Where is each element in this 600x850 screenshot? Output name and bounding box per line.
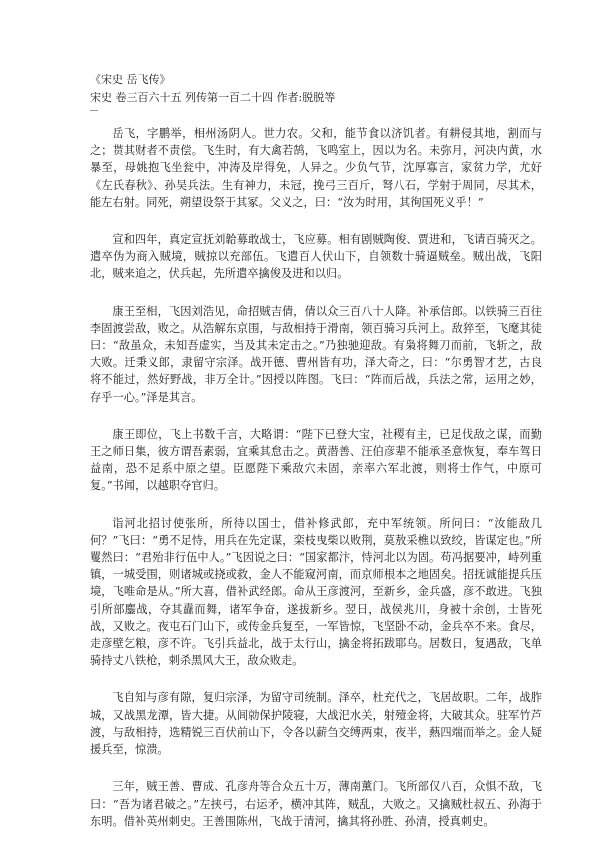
document-meta: 宋史 卷三百六十五 列传第一百二十四 作者:脱脱等: [90, 91, 336, 104]
paragraph: 宣和四年，真定宣抚刘韐募敢战士，飞应募。相有剧贼陶俊、贾进和，飞请百骑灭之。遣卒伪为商入贼境，贼掠以充部伍。飞遣百人伏山下，自领数十骑逼贼垒。贼出战，飞阳北，贼来追之，伏兵起，先所遣卒擒俊及进和以归。: [90, 233, 542, 281]
paragraph: 飞自知与彦有隙，复归宗泽，为留守司统制。泽卒，杜充代之，飞居故职。二年，战胙城，又战黑龙潭，皆大捷。从闾勍保护陵寝，大战汜水关，射殪金将，大破其众。驻军竹芦渡，与敌相持，选精锐三百伏前山下，令各以薪刍交缚两束，夜半，爇四端而举之。金人疑援兵至，惊溃。: [90, 691, 542, 757]
divider: [90, 110, 98, 111]
paragraph: 康王即位，飞上书数千言，大略谓：“陛下已登大宝，社稷有主，已足伐敌之谋，而勤王之师日集，彼方谓吾素弱，宜乘其怠击之。黄潜善、汪伯彦辈不能承圣意恢复，奉车驾日益南，恐不足系中原之望。臣愿陛下乘敌穴未固，亲率六军北渡，则将士作气，中原可复。”书闻，以越职夺官归。: [90, 427, 542, 493]
paragraph: 岳飞，字鹏举，相州汤阴人。世力农。父和，能节食以济饥者。有耕侵其地，割而与之；贳其财者不责偿。飞生时，有大禽若鹄，飞鸣室上，因以为名。未弥月，河决内黄，水暴至，母姚抱飞坐瓮中，冲涛及岸得免，人异之。少负气节，沈厚寡言，家贫力学，尤好《左氏春秋》、孙吴兵法。生有神力，未冠，挽弓三百斤，弩八石，学射于周同，尽其术，能左右射。同死，朔望设祭于其冢。父义之，曰：“汝为时用，其徇国死义乎！”: [90, 127, 542, 209]
paragraph: 三年，贼王善、曹成、孔彦舟等合众五十万，薄南薰门。飞所部仅八百，众惧不敌，飞曰：“吾为诸君破之。”左挟弓，右运矛，横冲其阵，贼乱，大败之。又擒贼杜叔五、孙海于东明。借补英州刺史。王善围陈州，飞战于清河，擒其将孙胜、孙清，授真刺史。: [90, 780, 542, 828]
paragraph: 诣河北招讨使张所，所待以国士，借补修武郎，充中军统领。所问曰：“汝能敌几何？”飞曰：“勇不足恃，用兵在先定谋，栾枝曳柴以败荆，莫敖采樵以致绞，皆谋定也。”所矍然曰：“君殆非行伍中人。”飞因说之曰：“国家都汴，恃河北以为固。苟冯据要冲，峙列重镇，一城受围，则诸城或挠或救，金人不能窥河南，而京师根本之地固矣。招抚诚能提兵压境，飞唯命是从。”所大喜，借补武经郎。命从王彦渡河，至新乡，金兵盛，彦不敢进。飞独引所部鏖战，夺其纛而舞，诸军争奋，遂拔新乡。翌日，战侯兆川，身被十余创，士皆死战，又败之。夜屯石门山下，或传金兵复至，一军皆惊，飞坚卧不动，金兵卒不来。食尽，走彦壁乞粮，彦不许。飞引兵益北，战于太行山，擒金将拓跋耶乌。居数日，复遇敌，飞单骑持丈八铁枪，刺杀黑风大王，敌众败走。: [90, 516, 542, 668]
paragraph: 康王至相，飞因刘浩见，命招贼吉倩，倩以众三百八十人降。补承信郎。以铁骑三百往李固渡尝敌，败之。从浩解东京围，与敌相持于滑南，领百骑习兵河上。敌猝至，飞麾其徒曰：“敌虽众，未知吾虚实，当及其未定击之。”乃独驰迎敌。有枭将舞刀而前，飞斩之，敌大败。迁秉义郎，隶留守宗泽。战开德、曹州皆有功，泽大奇之，曰：“尔勇智才艺，古良将不能过，然好野战，非万全计。”因授以阵图。飞曰：“阵而后战，兵法之常，运用之妙，存乎一心。”泽是其言。: [90, 304, 542, 404]
document-title: 《宋史 岳飞传》: [90, 73, 171, 86]
